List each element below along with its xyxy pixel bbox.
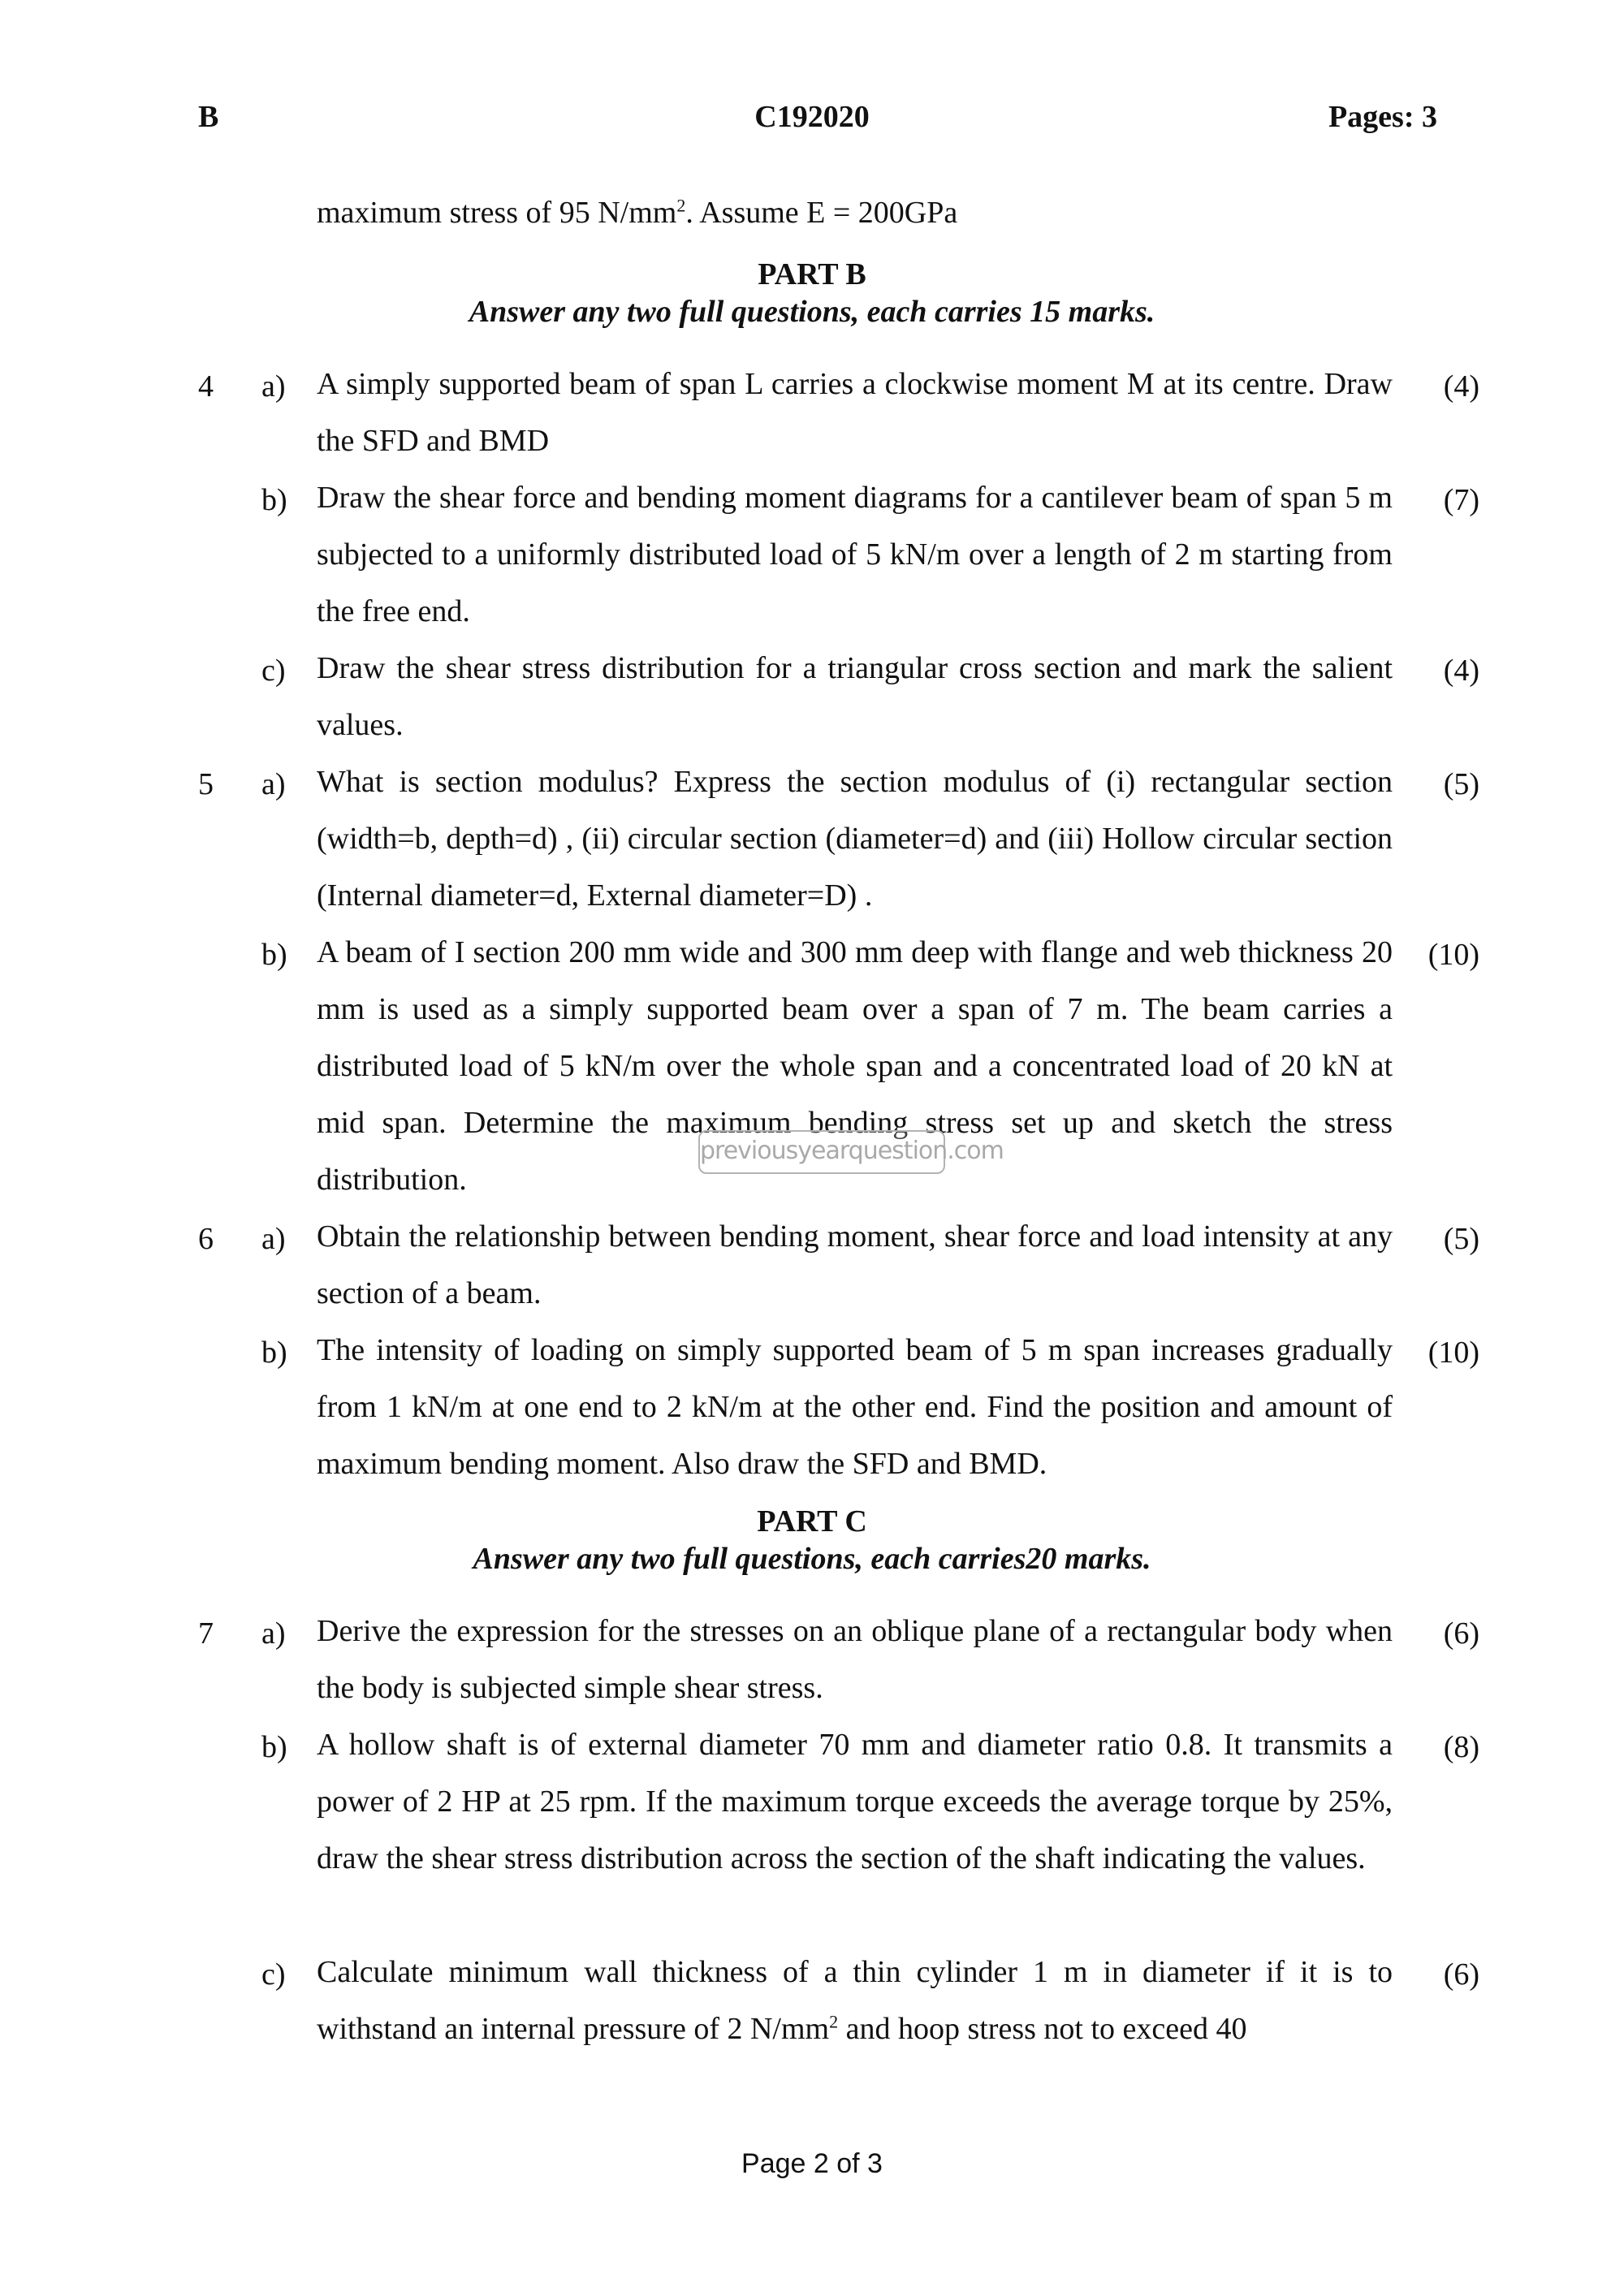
- question-number: 5: [198, 767, 214, 801]
- marks: (4): [1443, 654, 1479, 688]
- sub-label: b): [261, 1730, 287, 1764]
- question-text-prefix: Calculate minimum wall thickness of a thin cylinder 1 m in diameter if it is to withstand an internal pressure of 2 N/mm: [317, 1955, 1393, 2046]
- question-text-sup: 2: [829, 2011, 839, 2032]
- continuation-prefix: maximum stress of 95 N/mm: [317, 196, 677, 230]
- continuation-sup: 2: [676, 195, 686, 216]
- question-text: A simply supported beam of span L carries a clockwise moment M at its centre. Draw the SFD and BMD: [317, 367, 1393, 458]
- marks: (10): [1427, 1336, 1479, 1370]
- marks: (7): [1443, 483, 1479, 517]
- marks: (8): [1443, 1730, 1479, 1764]
- question-text: A hollow shaft is of external diameter 70 mm and diameter ratio 0.8. It transmits a power of 2 HP at 25 rpm. If the maximum torque exceeds the average torque by 25%, draw the shear stress distribution across the section of the shaft indicating the values.: [317, 1728, 1393, 1875]
- question-number: 7: [198, 1616, 214, 1651]
- part-c-instruction: Answer any two full questions, each carries20 marks.: [473, 1542, 1151, 1576]
- sub-label: a): [261, 369, 286, 404]
- question-text: A beam of I section 200 mm wide and 300 mm deep with flange and web thickness 20 mm is used as a simply supported beam over a span of 7 m. The beam carries a distributed load of 5 kN/m over the whole span and a concentrated load of 20 kN at mid span. Determine the maximum bending stress set up and sketch the stress distribution.: [317, 935, 1393, 1197]
- question-number: 6: [198, 1222, 214, 1256]
- marks: (5): [1443, 767, 1479, 801]
- marks: (6): [1443, 1616, 1479, 1651]
- question-text: What is section modulus? Express the section modulus of (i) rectangular section (width=b, depth=d) , (ii) circular section (diameter=d) and (iii) Hollow circular section (Internal diameter=d, External diameter=D) .: [317, 765, 1393, 913]
- question-text: Draw the shear stress distribution for a triangular cross section and mark the salient values.: [317, 651, 1393, 742]
- question-text: Obtain the relationship between bending moment, shear force and load intensity at any section of a beam.: [317, 1219, 1393, 1310]
- marks: (5): [1443, 1222, 1479, 1256]
- question-text: [317, 1944, 1393, 2057]
- question-text: Derive the expression for the stresses on an oblique plane of a rectangular body when the body is subjected simple shear stress.: [317, 1614, 1393, 1705]
- header-page-count: Pages: 3: [1328, 100, 1437, 134]
- question-text-suffix: and hoop stress not to exceed 40: [838, 2012, 1247, 2046]
- part-b-instruction: Answer any two full questions, each carries 15 marks.: [469, 295, 1155, 329]
- sub-label: b): [261, 483, 287, 517]
- header-set-code: B: [198, 100, 219, 134]
- question-number: 4: [198, 369, 214, 404]
- marks: (4): [1443, 369, 1479, 404]
- part-b-title: PART B: [758, 257, 866, 291]
- marks: (6): [1443, 1957, 1479, 1992]
- sub-label: b): [261, 938, 287, 972]
- part-c-title: PART C: [757, 1504, 867, 1539]
- continuation-suffix: . Assume E = 200GPa: [685, 196, 958, 230]
- watermark-stamp: previousyearquestion.com: [698, 1130, 945, 1174]
- page-footer: Page 2 of 3: [741, 2148, 883, 2179]
- sub-label: c): [261, 654, 286, 688]
- sub-label: a): [261, 1222, 286, 1256]
- question-text: Draw the shear force and bending moment diagrams for a cantilever beam of span 5 m subjected to a uniformly distributed load of 5 kN/m over a length of 2 m starting from the free end.: [317, 481, 1393, 628]
- question-text: The intensity of loading on simply supported beam of 5 m span increases gradually from 1 kN/m at one end to 2 kN/m at the other end. Find the position and amount of maximum bending moment. Also draw the SFD and BMD.: [317, 1333, 1393, 1481]
- sub-label: b): [261, 1336, 287, 1370]
- sub-label: c): [261, 1957, 286, 1992]
- marks: (10): [1427, 938, 1479, 972]
- sub-label: a): [261, 1616, 286, 1651]
- header-course-code: C192020: [754, 100, 870, 134]
- sub-label: a): [261, 767, 286, 801]
- continuation-line: [317, 195, 957, 231]
